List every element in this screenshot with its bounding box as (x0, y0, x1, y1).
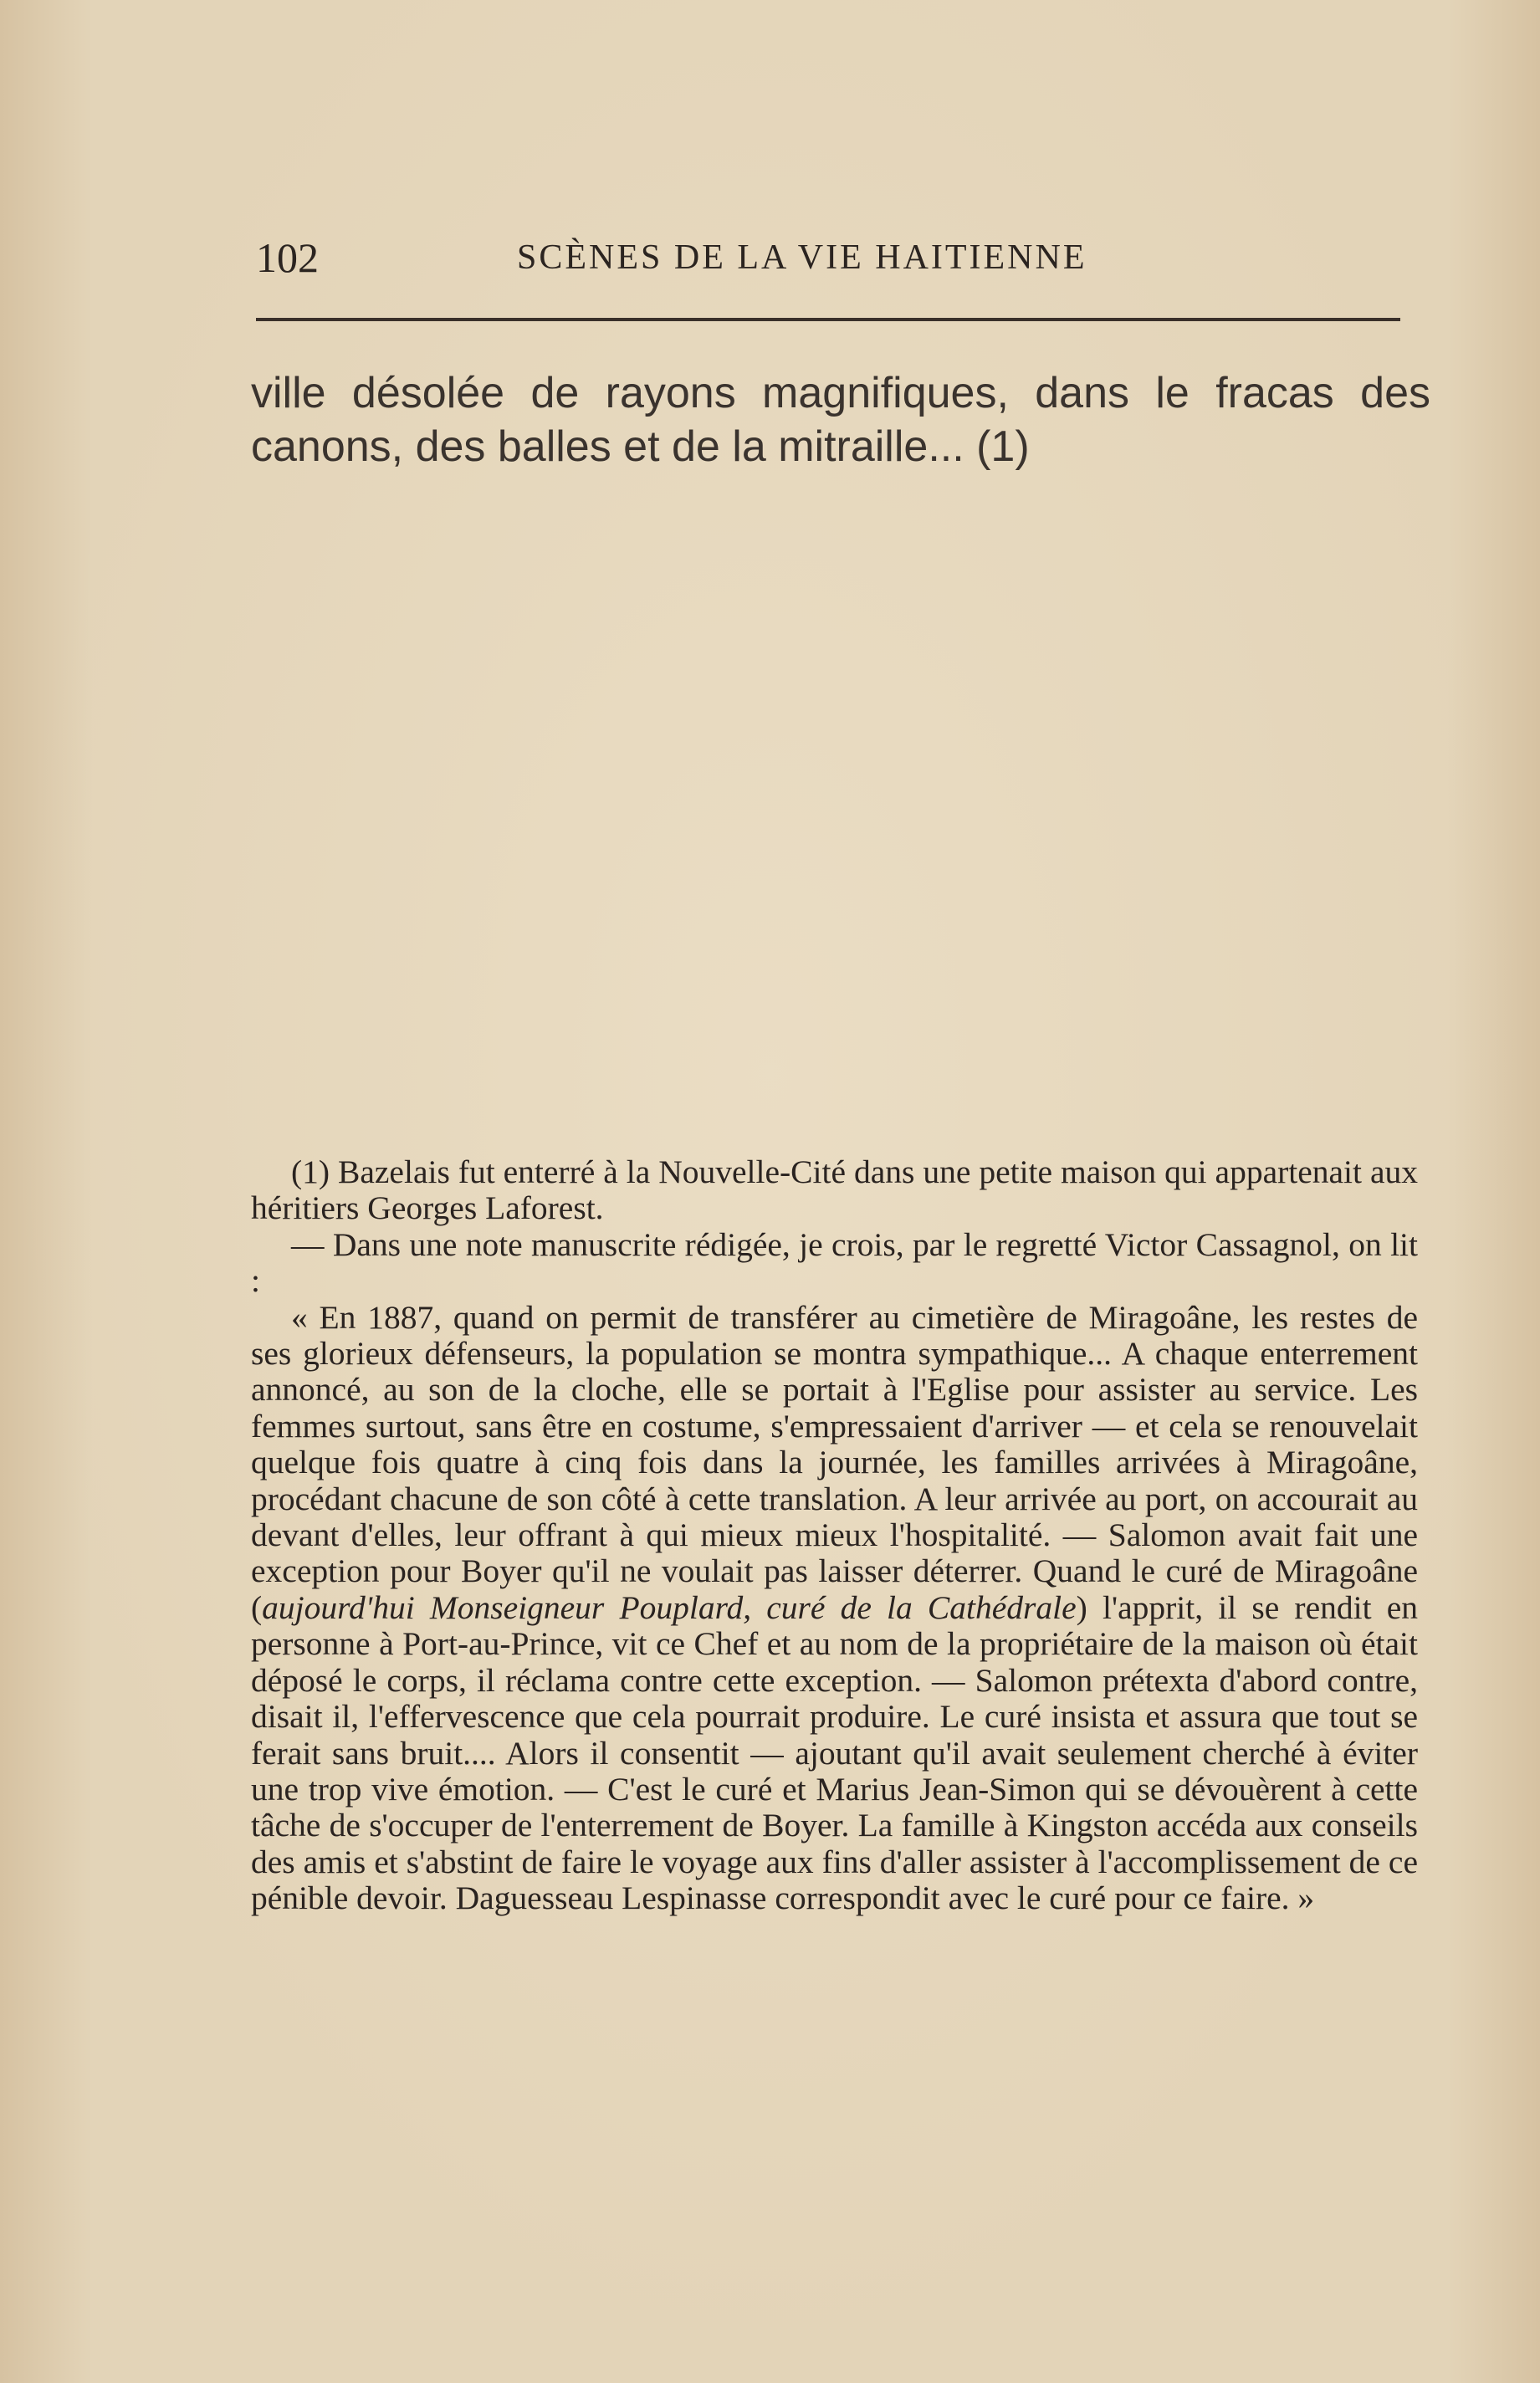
footnote-quote-italic: aujourd'hui Monseigneur Pouplard, curé de la Cathédrale (262, 1588, 1077, 1626)
header-rule (256, 318, 1400, 321)
footnote-paragraph-3 (251, 1300, 1418, 1917)
footnote-paragraph-1: (1) Bazelais fut enterré à la Nouvelle-Cité dans une petite maison qui appartenait aux héritiers Georges Laforest. (251, 1153, 1418, 1227)
footnote (251, 1154, 1418, 1917)
running-head (256, 233, 1402, 283)
footnote-paragraph-2: — Dans une note manuscrite rédigée, je crois, par le regretté Victor Cassagnol, on lit : (251, 1225, 1418, 1300)
page-number: 102 (256, 234, 319, 281)
running-title: SCÈNES DE LA VIE HAITIENNE (517, 238, 1087, 277)
body-paragraph: ville désolée de rayons magnifiques, dans le fracas des canons, des balles et de la mitraille... (1) (251, 369, 1430, 471)
footnote-quote-part-1: « En 1887, quand on permit de transférer au cimetière de Miragoâne, les restes de ses glorieux défenseurs, la population se montra sympathique... A chaque enterrement annoncé, au son de la cloche, elle se portait à l'Eglise pour assister au service. Les femmes surtout, sans être en costume, s'empressaient d'arriver — et cela se renouvelait quelque fois quatre à cinq fois dans la journée, les familles arrivées à Miragoâne, procédant chacune de son côté à cette translation. A leur arrivée au port, on accourait au devant d'elles, leur offrant à qui mieux mieux l'hospitalité. — Salomon avait fait une exception pour Boyer qu'il ne voulait pas laisser déterrer. Quand le curé de Miragoâne ( (251, 1298, 1418, 1626)
footnote-quote-part-2: ) l'apprit, il se rendit en personne à Port-au-Prince, vit ce Chef et au nom de la propriétaire de la maison où était déposé le corps, il réclama contre cette exception. — Salomon prétexta d'abord contre, disait il, l'effervescence que cela pourrait produire. Le curé insista et assura que tout se ferait sans bruit.... Alors il consentit — ajoutant qu'il avait seulement cherché à éviter une trop vive émotion. — C'est le curé et Marius Jean-Simon qui se dévouèrent à cette tâche de s'occuper de l'enterrement de Boyer. La famille à Kingston accéda aux conseils des amis et s'abstint de faire le voyage aux fins d'aller assister à l'accomplissement de ce pénible devoir. Daguesseau Lespinasse correspondit avec le curé pour ce faire. » (251, 1588, 1418, 1917)
